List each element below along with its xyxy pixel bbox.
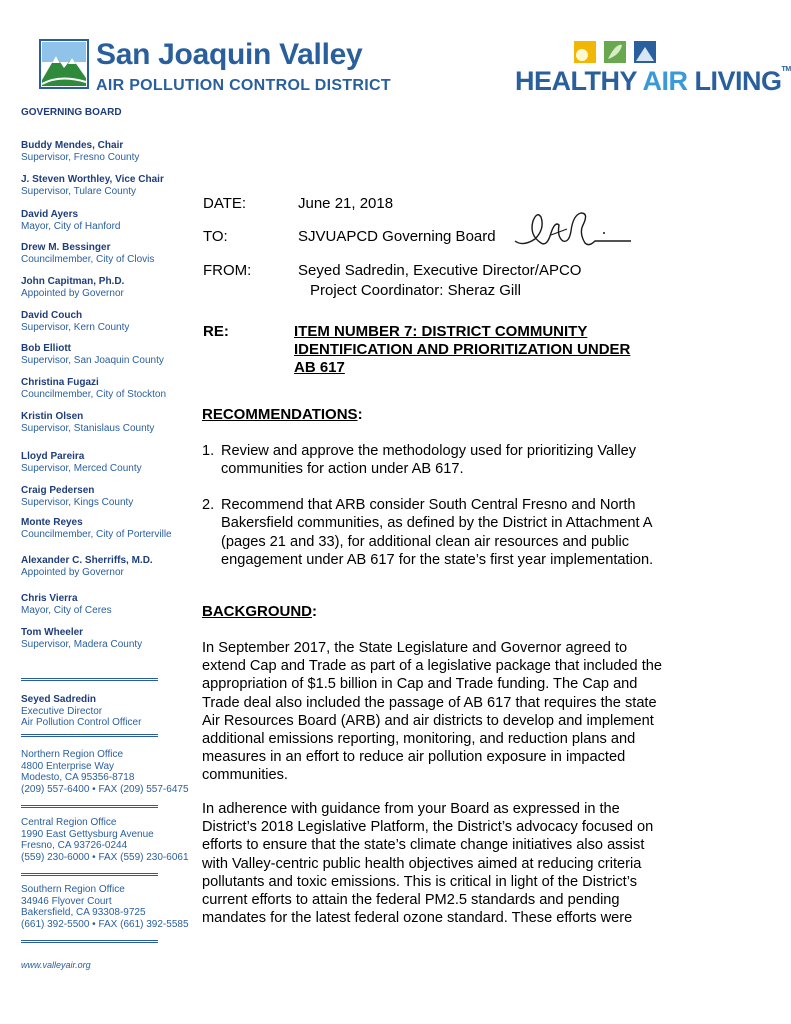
region-office: [21, 749, 189, 795]
office-line: Southern Region Office: [21, 884, 125, 895]
office-line: Northern Region Office: [21, 749, 124, 760]
office-line: (559) 230-6000 • FAX (559) 230-6061: [21, 851, 189, 863]
board-member-role: Supervisor, Tulare County: [21, 185, 137, 197]
background-paragraph-line: current efforts to attain the federal PM2.5 standards and pending: [202, 892, 620, 908]
board-member-name: Christina Fugazi: [21, 377, 99, 388]
recommendations-heading: RECOMMENDATIONS:: [202, 406, 363, 423]
board-member-name: Craig Pedersen: [21, 485, 95, 496]
recommendation-text: engagement under AB 617 for the state’s first year implementation.: [221, 551, 654, 568]
board-member-name: Chris Vierra: [21, 593, 78, 604]
background-paragraph-line: communities.: [202, 767, 288, 784]
recommendation-number: 2.: [202, 497, 215, 513]
org-name: San Joaquin Valley: [96, 38, 363, 71]
governing-board-heading: GOVERNING BOARD: [21, 107, 122, 118]
director-name: Seyed Sadredin: [21, 694, 97, 705]
background-paragraph-line: appropriation of $1.5 billion in Cap and Trade funding. The Cap and: [202, 676, 638, 693]
board-member: [21, 209, 120, 232]
board-member-role: Mayor, City of Hanford: [21, 220, 121, 232]
background-paragraph-line: Air Resources Board (ARB) and air districts to develop and implement: [202, 712, 654, 729]
office-line: (661) 392-5500 • FAX (661) 392-5585: [21, 918, 189, 930]
background-paragraph-line: with Valley-centric public health objectives aimed at reducing criteria: [202, 855, 642, 872]
recommendation-text: Recommend that ARB consider South Central Fresno and North: [221, 497, 636, 513]
board-member-name: Alexander C. Sherriffs, M.D.: [21, 555, 153, 566]
board-member-name: Bob Elliott: [21, 343, 71, 354]
background-paragraph-line: additional emissions reporting, monitoring, and reduction plans and: [202, 731, 636, 747]
office-line: (209) 557-6400 • FAX (209) 557-6475: [21, 783, 189, 795]
background-paragraph-line: efforts to ensure that the state’s climate change initiatives also assist: [202, 837, 645, 854]
director-title-2: Air Pollution Control Officer: [21, 717, 142, 728]
healthy-air-living-logo: [515, 66, 791, 97]
board-member-role: Councilmember, City of Clovis: [21, 253, 155, 265]
board-member: [21, 593, 112, 616]
governing-board-sidebar: [21, 104, 196, 954]
to-value: SJVUAPCD Governing Board: [298, 228, 496, 245]
brand-air: AIR: [642, 66, 688, 96]
brand-living: LIVING: [694, 66, 782, 96]
board-member-role: Supervisor, Fresno County: [21, 151, 140, 163]
office-line: 1990 East Gettysburg Avenue: [21, 828, 154, 840]
re-line-3: AB 617: [294, 359, 345, 376]
board-member: [21, 555, 153, 578]
board-member-name: Buddy Mendes, Chair: [21, 140, 124, 151]
board-member-name: Lloyd Pareira: [21, 451, 85, 462]
board-member: [21, 411, 154, 434]
board-member-name: John Capitman, Ph.D.: [21, 276, 125, 287]
board-member-role: Supervisor, Kings County: [21, 496, 134, 508]
from-value: Seyed Sadredin, Executive Director/APCO: [298, 262, 582, 279]
recommendation-text: communities for action under AB 617.: [221, 461, 464, 478]
re-line-2: IDENTIFICATION AND PRIORITIZATION UNDER: [294, 341, 631, 358]
region-office: [21, 884, 189, 930]
board-member: [21, 627, 142, 650]
board-member-role: Mayor, City of Ceres: [21, 604, 112, 616]
board-member-role: Supervisor, Kern County: [21, 321, 130, 333]
recommendation-text: Review and approve the methodology used for prioritizing Valley: [221, 443, 637, 459]
board-member-role: Supervisor, Madera County: [21, 638, 143, 650]
recommendation-number: 1.: [202, 443, 215, 459]
org-subtitle: AIR POLLUTION CONTROL DISTRICT: [96, 77, 391, 94]
executive-director-block: [21, 694, 141, 729]
office-line: Central Region Office: [21, 817, 117, 828]
board-member-name: David Couch: [21, 310, 83, 321]
date-value: June 21, 2018: [298, 195, 394, 212]
board-member: [21, 242, 154, 265]
board-member: [21, 174, 164, 197]
background-paragraph-line: In adherence with guidance from your Board as expressed in the: [202, 801, 620, 817]
divider: [21, 678, 158, 681]
to-label: TO:: [203, 228, 228, 245]
divider: [21, 873, 158, 876]
background-paragraph-line: mandates for the latest federal ozone standard. These efforts were: [202, 910, 633, 927]
board-member-role: Supervisor, Merced County: [21, 462, 142, 474]
board-member: [21, 140, 139, 163]
re-label: RE:: [203, 323, 229, 340]
background-paragraph-line: measures in an effort to reduce air pollution exposure in impacted: [202, 749, 626, 766]
board-member: [21, 276, 124, 299]
board-member-role: Councilmember, City of Porterville: [21, 528, 172, 540]
board-member-role: Appointed by Governor: [21, 287, 124, 299]
brand-healthy: HEALTHY: [515, 66, 637, 96]
recommendation-text: Bakersfield communities, as defined by the District in Attachment A: [221, 515, 653, 532]
district-mountain-logo-icon: [40, 40, 88, 88]
region-office: [21, 817, 189, 863]
board-member: [21, 451, 142, 474]
board-member: [21, 485, 133, 508]
healthy-air-living-squares-icon: [572, 39, 672, 65]
re-line-1: ITEM NUMBER 7: DISTRICT COMMUNITY: [294, 323, 588, 340]
board-member-role: Councilmember, City of Stockton: [21, 388, 167, 400]
background-paragraph-line: District’s 2018 Legislative Platform, the District’s advocacy focused on: [202, 819, 654, 836]
office-line: Fresno, CA 93726-0244: [21, 840, 128, 851]
background-paragraph-line: Trade deal also included the passage of AB 617 that requires the state: [202, 694, 657, 711]
director-title: Executive Director: [21, 705, 103, 717]
board-member: [21, 517, 172, 540]
signature-image: [511, 203, 636, 253]
background-paragraph-line: In September 2017, the State Legislature and Governor agreed to: [202, 640, 628, 656]
board-member-role: Supervisor, Stanislaus County: [21, 422, 155, 434]
board-member-role: Supervisor, San Joaquin County: [21, 354, 164, 366]
office-line: 4800 Enterprise Way: [21, 760, 115, 772]
board-member: [21, 377, 166, 400]
divider: [21, 805, 158, 808]
brand-trademark: TM: [781, 66, 791, 73]
from-label: FROM:: [203, 262, 252, 279]
office-line: 34946 Flyover Court: [21, 895, 112, 907]
background-paragraph-line: pollutants and toxic emissions. This is critical in light of the District’s: [202, 873, 638, 890]
background-paragraph-line: extend Cap and Trade as part of a legislative package that included the: [202, 658, 663, 675]
divider: [21, 940, 158, 943]
board-member-name: Tom Wheeler: [21, 627, 84, 638]
board-member: [21, 310, 129, 333]
board-member-name: Monte Reyes: [21, 517, 83, 528]
board-member-name: Kristin Olsen: [21, 411, 84, 422]
board-member-name: J. Steven Worthley, Vice Chair: [21, 174, 164, 185]
board-member: [21, 343, 164, 366]
board-member-role: Appointed by Governor: [21, 566, 124, 578]
office-line: Modesto, CA 95356-8718: [21, 772, 135, 783]
board-member-name: David Ayers: [21, 209, 79, 220]
office-line: Bakersfield, CA 93308-9725: [21, 907, 146, 918]
date-label: DATE:: [203, 195, 247, 212]
background-heading: BACKGROUND:: [202, 603, 317, 620]
website-link[interactable]: www.valleyair.org: [21, 960, 91, 970]
recommendation-text: (pages 21 and 33), for additional clean air resources and public: [221, 533, 630, 550]
from-coordinator: Project Coordinator: Sheraz Gill: [310, 282, 521, 299]
divider: [21, 734, 158, 737]
board-member-name: Drew M. Bessinger: [21, 242, 111, 253]
